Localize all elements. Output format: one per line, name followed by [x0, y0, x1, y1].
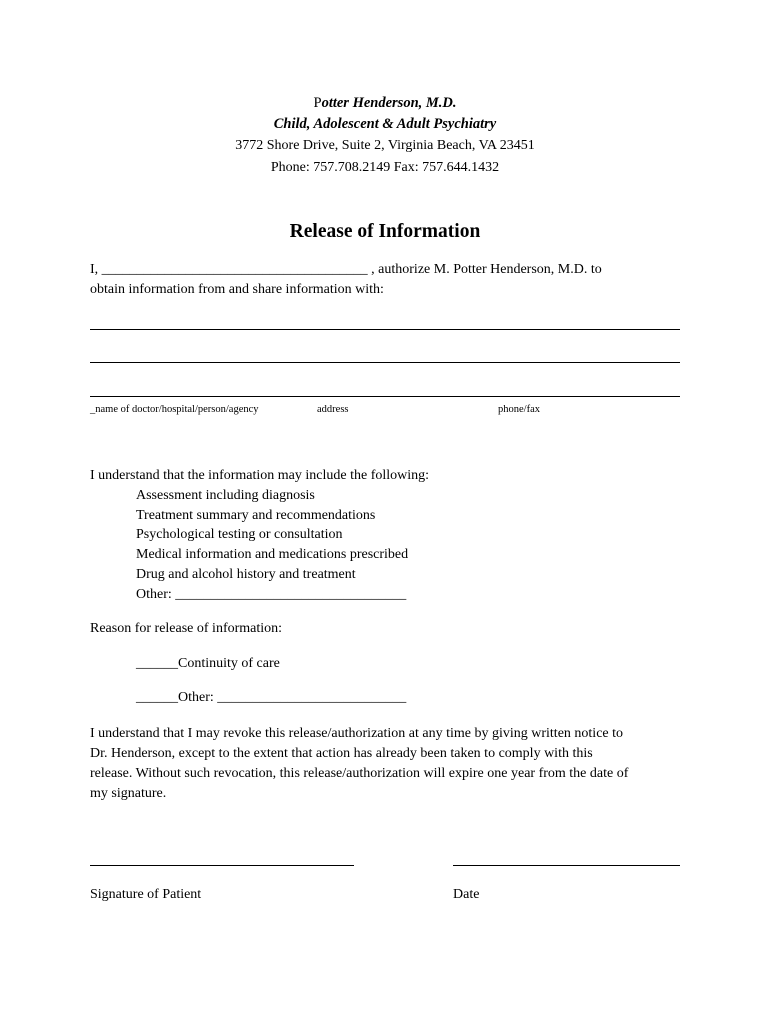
info-item: Treatment summary and recommendations [136, 508, 376, 523]
date-signature-line[interactable] [453, 865, 680, 866]
column-label-address: address [317, 404, 349, 415]
contact-entry-line-3[interactable] [90, 396, 680, 397]
contact-entry-line-2[interactable] [90, 362, 680, 363]
info-item-other-field[interactable]: Other: _________________________________ [136, 587, 407, 602]
reason-label: Reason for release of information: [90, 621, 283, 636]
info-intro: I understand that the information may include the following: [90, 468, 430, 483]
revocation-line-2: Dr. Henderson, except to the extent that action has already been taken to comply with this [90, 746, 593, 761]
practice-address: 3772 Shore Drive, Suite 2, Virginia Beach, VA 23451 [235, 138, 535, 153]
reason-option-other[interactable]: ______Other: ___________________________ [136, 690, 407, 705]
practice-phone-fax: Phone: 757.708.2149 Fax: 757.644.1432 [270, 160, 500, 175]
authorization-line-2: obtain information from and share information with: [90, 282, 384, 297]
info-item: Assessment including diagnosis [136, 488, 315, 503]
patient-signature-line[interactable] [90, 865, 354, 866]
form-title: Release of Information [289, 221, 481, 242]
physician-name: Potter Henderson, M.D. [313, 95, 457, 111]
reason-option-continuity[interactable]: ______Continuity of care [136, 656, 280, 671]
info-item: Medical information and medications prescribed [136, 547, 409, 562]
signature-of-patient-label: Signature of Patient [90, 887, 202, 902]
contact-entry-line-1[interactable] [90, 329, 680, 330]
authorization-line-1: I, ______________________________________ , authorize M. Potter Henderson, M.D. to [90, 262, 602, 277]
column-label-name: _name of doctor/hospital/person/agency [90, 404, 259, 415]
info-item: Drug and alcohol history and treatment [136, 567, 356, 582]
revocation-line-1: I understand that I may revoke this release/authorization at any time by giving written notice to [90, 726, 624, 741]
info-item: Psychological testing or consultation [136, 527, 343, 542]
revocation-line-4: my signature. [90, 786, 167, 801]
physician-specialty: Child, Adolescent & Adult Psychiatry [273, 116, 497, 132]
revocation-line-3: release. Without such revocation, this release/authorization will expire one year from the date of [90, 766, 629, 781]
date-label: Date [453, 887, 480, 902]
column-label-phone: phone/fax [498, 404, 540, 415]
